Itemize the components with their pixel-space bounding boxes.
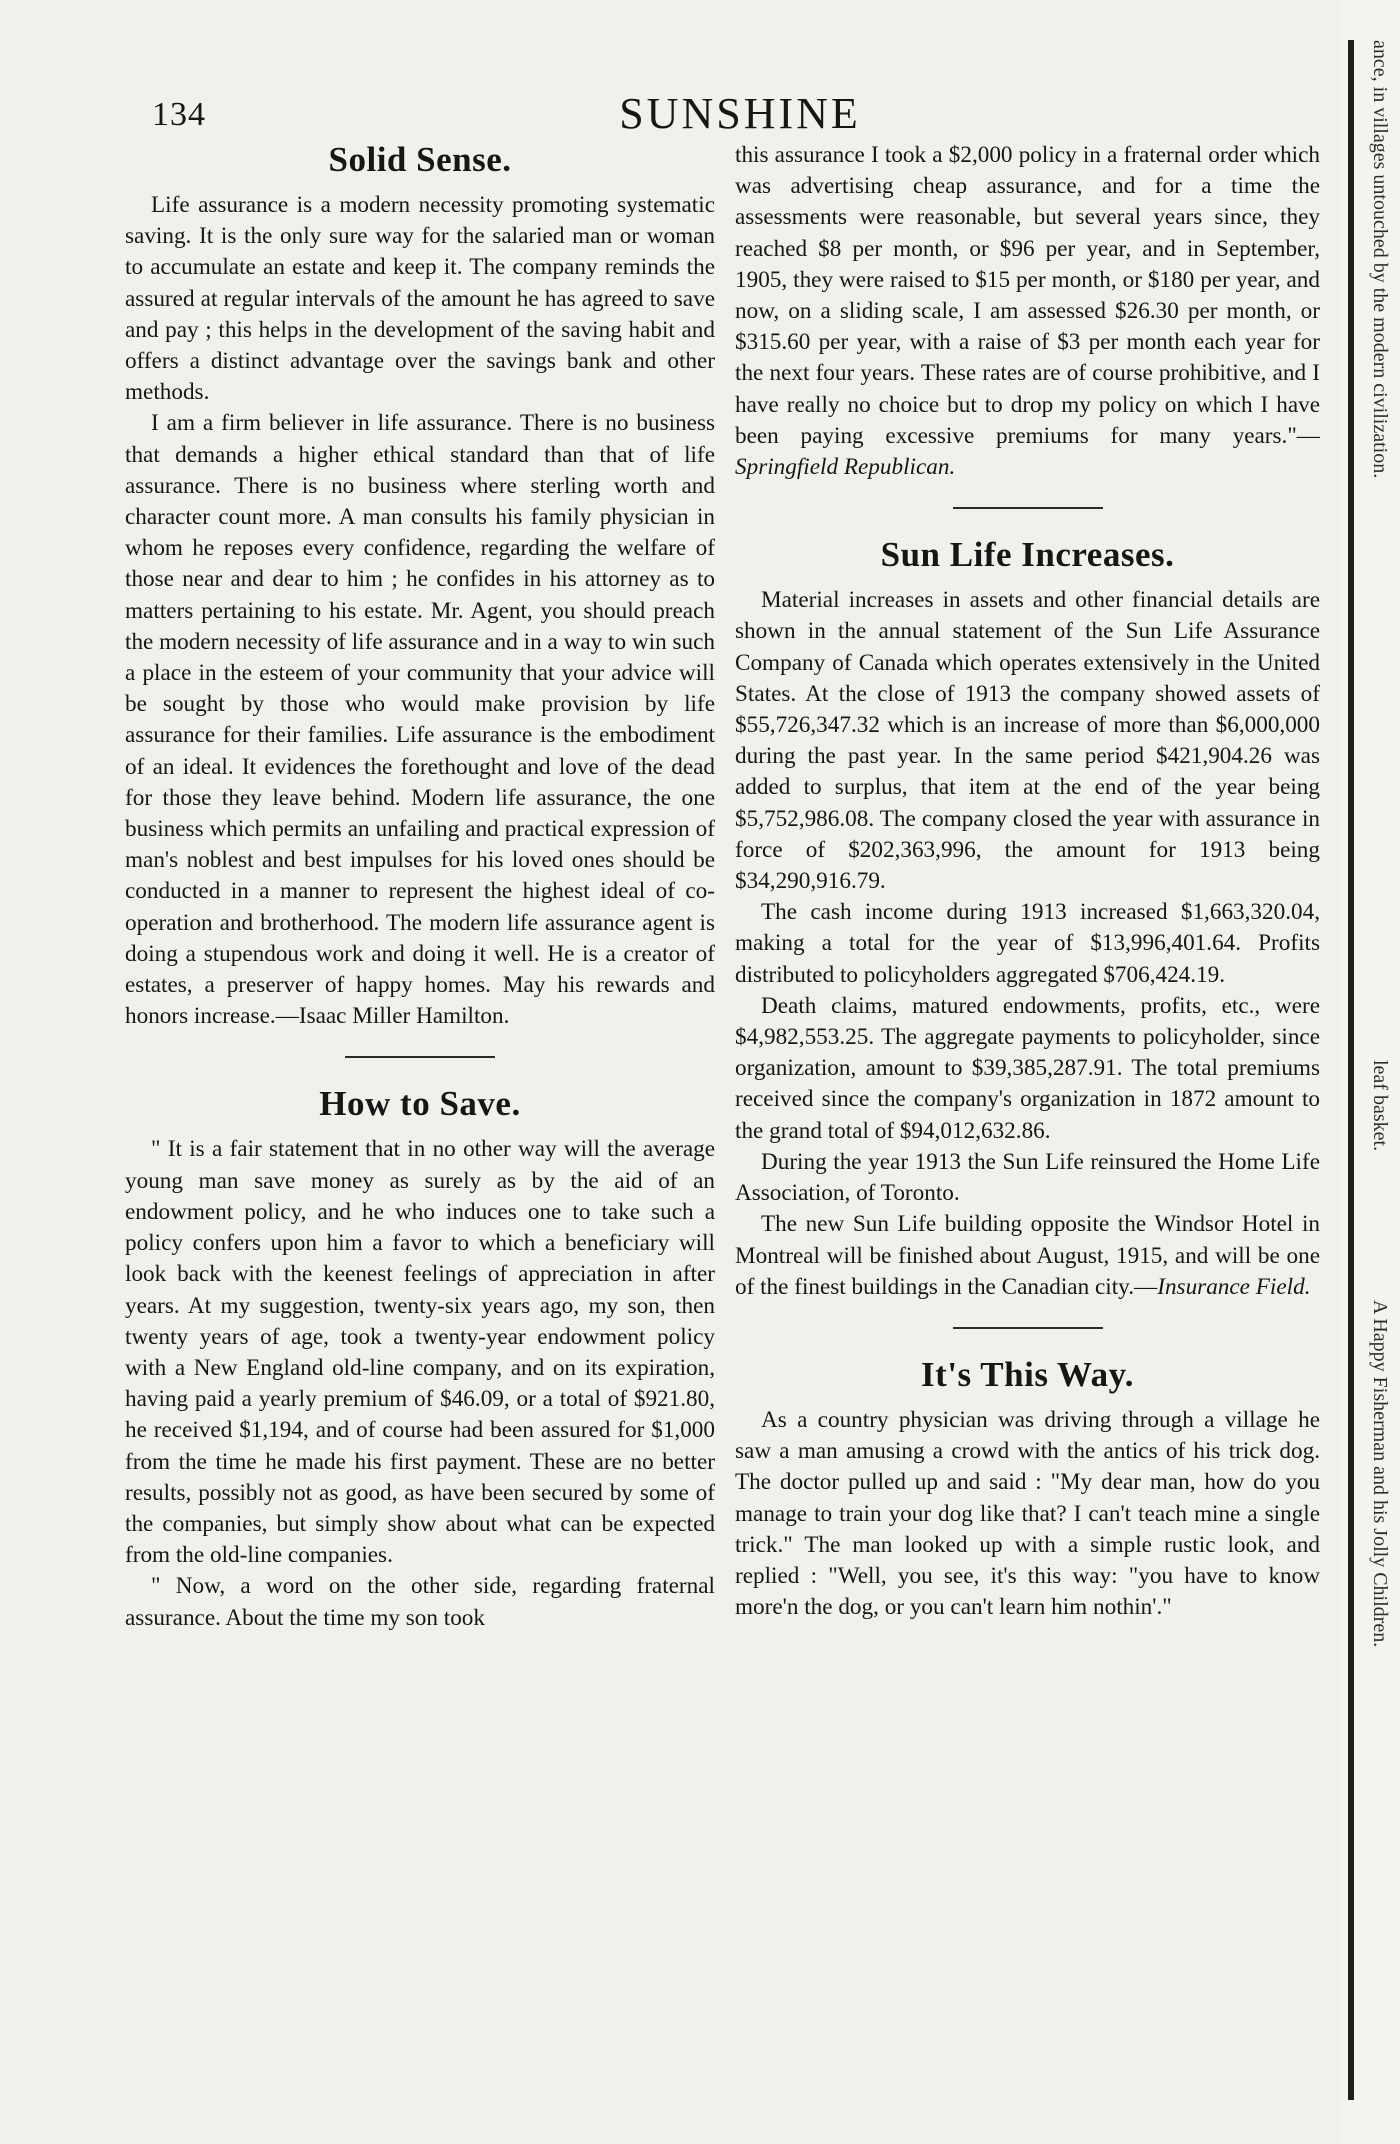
paragraph: " It is a fair statement that in no other way will the average young man save money as surely as by the aid of an endowment policy, and he who induces one to take such a policy confers upon him a favor to which a beneficiary will look back with the keenest feelings of appreciation in after years. At my suggestion, twenty-six years ago, my son, then twenty years of age, took a twenty-year endowment policy with a New England old-line company, and on its expiration, having paid a yearly premium of $46.09, or a total of $921.80, he received $1,194, and of course had been assured for $1,000 from the time he made his first payment. These are no better results, possibly not as good, as have been secured by some of the companies, but simply show about what can be expected from the old-line companies. bbox=[125, 1136, 715, 1569]
paragraph: During the year 1913 the Sun Life reinsured the Home Life Association, of Toronto. bbox=[735, 1148, 1320, 1207]
facing-page-caption: ance, in villages untouched by the modern civilization. bbox=[1369, 40, 1391, 479]
paragraph-text: The new Sun Life building opposite the Windsor Hotel in Montreal will be finished about August, 1915, and will be one of the finest buildings in the Canadian city.— bbox=[735, 1211, 1320, 1300]
paragraph: Death claims, matured endowments, profits, etc., were $4,982,553.25. The aggregate payments to policyholder, since organization, amount to $39,385,287.91. The total premiums received since the company's organization in 1872 amount to the grand total of $94,012,632.86. bbox=[735, 992, 1320, 1144]
paragraph bbox=[735, 1209, 1320, 1303]
paragraph bbox=[735, 140, 1320, 483]
section-divider bbox=[953, 1327, 1103, 1329]
article-title: How to Save. bbox=[319, 1084, 521, 1124]
article-its-this-way bbox=[735, 1355, 1320, 1623]
paragraph: The cash income during 1913 increased $1,663,320.04, making a total for the year of $13,996,401.64. Profits distributed to policyholders aggregated $706,424.19. bbox=[735, 899, 1320, 988]
article-continued bbox=[735, 140, 1320, 483]
facing-page-caption: A Happy Fisherman and his Jolly Children. bbox=[1369, 1300, 1391, 1648]
paragraph: Material increases in assets and other financial details are shown in the annual statement of the Sun Life Assurance Company of Canada which operates extensively in the United States. At the close of 1913 the company showed assets of $55,726,347.32 which is an increase of more than $6,000,000 during the past year. In the same period $421,904.26 was added to surplus, that item at the end of the year being $5,752,986.08. The company closed the year with assurance in force of $202,363,996, the amount for 1913 being $34,290,916.79. bbox=[735, 587, 1320, 895]
paragraph-text: this assurance I took a $2,000 policy in a fraternal order which was advertising cheap assurance, and for a time the assessments were reasonable, but several years since, they reached $8 per month, or $96 per year, and in September, 1905, they were raised to $15 per month, or $180 per year, and now, on a sliding scale, I am assessed $26.30 per month, or $315.60 per year, with a raise of $3 per month each year for the next four years. These rates are of course prohibitive, and I have really no choice but to drop my policy on which I have been paying excessive premiums for many years."— bbox=[735, 142, 1320, 449]
section-divider bbox=[953, 507, 1103, 509]
page-gutter-line bbox=[1348, 40, 1354, 2100]
article-title: Solid Sense. bbox=[328, 140, 512, 179]
running-head: SUNSHINE bbox=[619, 89, 861, 138]
page-number: 134 bbox=[152, 96, 206, 133]
section-divider bbox=[345, 1056, 495, 1058]
left-column bbox=[125, 140, 715, 1634]
paragraph: As a country physician was driving through a village he saw a man amusing a crowd with the antics of his trick dog. The doctor pulled up and said : "My dear man, how do you manage to train your dog like that? I can't teach mine a single trick." The man looked up with a simple rustic look, and replied : "Well, you see, it's this way: "you have to know more'n the dog, or you can't learn him nothin'." bbox=[735, 1406, 1320, 1621]
source-citation: Springfield Republican. bbox=[735, 454, 956, 481]
paragraph: I am a firm believer in life assurance. There is no business that demands a higher ethical standard than that of life assurance. There is no business where sterling worth and character count more. A man consults his family physician in whom he reposes every confidence, regarding the welfare of those near and dear to him ; he confides in his attorney as to matters pertaining to his estate. Mr. Agent, you should preach the modern necessity of life assurance and in a way to win such a place in the esteem of your community that your advice will be sought by those who would make provision by life assurance for their families. Life assurance is the embodiment of an ideal. It evidences the forethought and love of the dead for those they leave behind. Modern life assurance, the one business which permits an unfailing and practical expression of man's noblest and best impulses for his loved ones should be conducted in a manner to represent the highest ideal of co-operation and brotherhood. The modern life assurance agent is doing a stupendous work and doing it well. He is a creator of estates, a preserver of happy homes. May his rewards and honors increase.—Isaac Miller Hamilton. bbox=[125, 410, 715, 1030]
article-sun-life-increases bbox=[735, 535, 1320, 1303]
source-citation: Insurance Field. bbox=[1157, 1273, 1311, 1300]
paragraph: Life assurance is a modern necessity promoting systematic saving. It is the only sure way for the salaried man or woman to accumulate an estate and keep it. The company reminds the assured at regular intervals of the amount he has agreed to save and pay ; this helps in the development of the saving habit and offers a distinct advantage over the savings bank and other methods. bbox=[125, 192, 715, 406]
article-title: Sun Life Increases. bbox=[880, 535, 1175, 575]
article-title: It's This Way. bbox=[921, 1354, 1134, 1394]
paragraph: " Now, a word on the other side, regarding fraternal assurance. About the time my son took bbox=[125, 1573, 715, 1631]
facing-page-caption: leaf basket. bbox=[1369, 1060, 1391, 1152]
right-column bbox=[735, 140, 1320, 1623]
article-how-to-save bbox=[125, 1084, 715, 1633]
article-solid-sense bbox=[125, 140, 715, 1032]
